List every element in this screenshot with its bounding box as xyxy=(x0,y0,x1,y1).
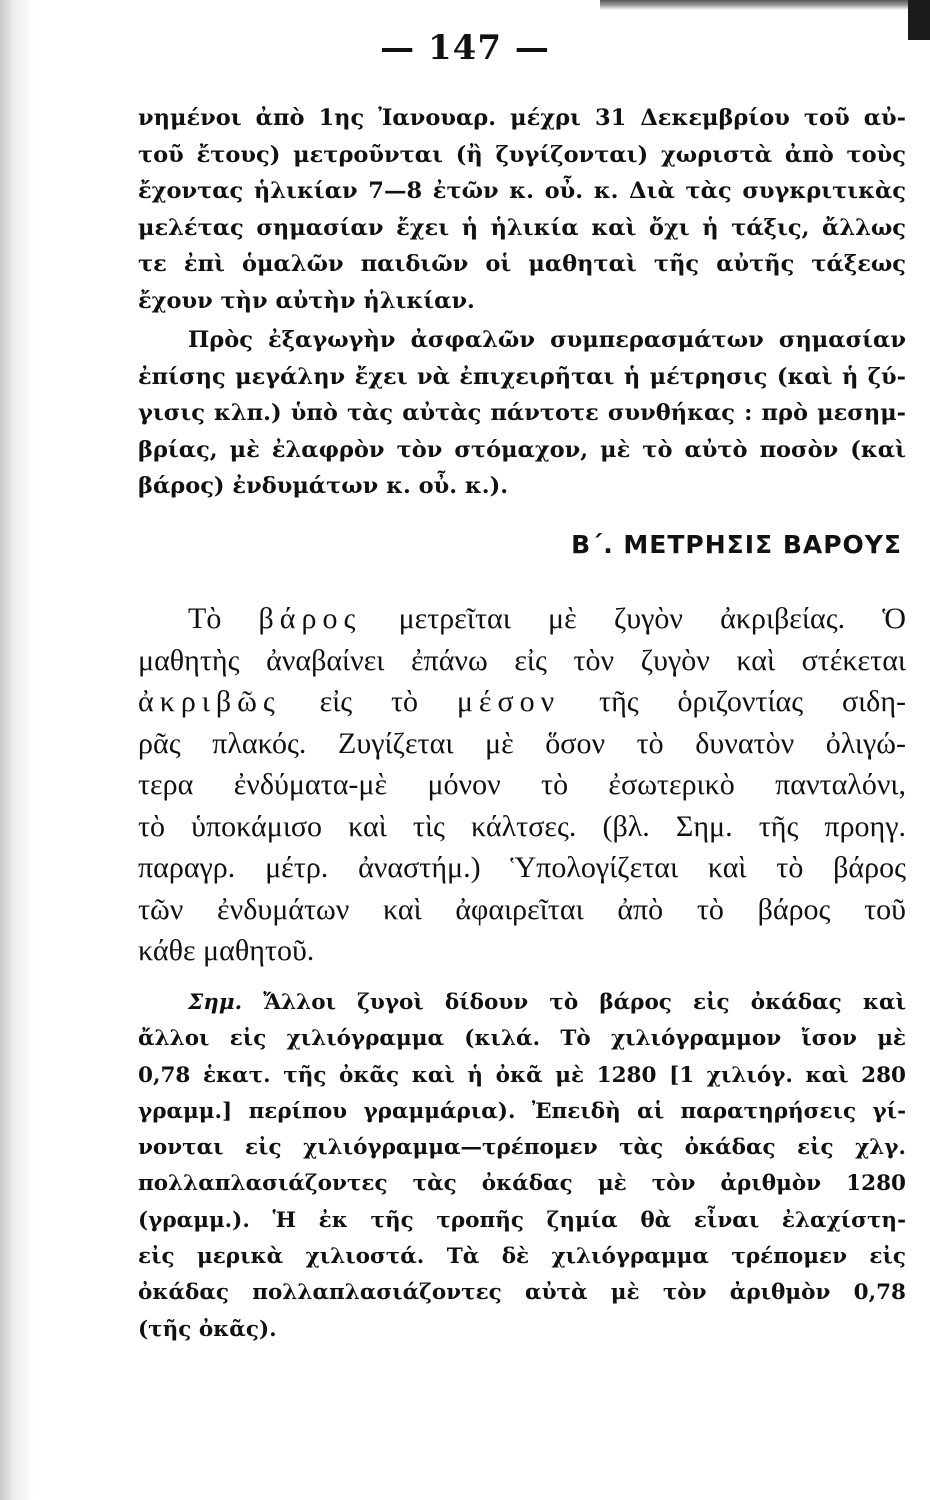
emphasized-term: βάρος xyxy=(258,602,362,635)
section-heading: Β΄. ΜΕΤΡΗΣΙΣ ΒΑΡΟΥΣ xyxy=(571,530,902,559)
text-line: ἄλλοι εἰς χιλιόγραμμα (κιλά. Τὸ χιλιόγραμμον ἴσον μὲ xyxy=(138,1026,906,1052)
text-line: βάρος) ἐνδυμάτων κ. οὖ. κ.). xyxy=(138,473,509,499)
text-line: γραμμ.] περίπου γραμμάρια). Ἐπειδὴ αἱ παρατηρήσεις γί- xyxy=(138,1098,906,1124)
text-line: ρᾶς πλακός. Ζυγίζεται μὲ ὅσον τὸ δυνατὸν ὀλιγώ- xyxy=(138,726,906,760)
text-line: κάθε μαθητοῦ. xyxy=(138,934,315,967)
text-line: τῶν ἐνδυμάτων καὶ ἀφαιρεῖται ἀπὸ τὸ βάρος τοῦ xyxy=(138,892,906,926)
text-line: τοῦ ἔτους) μετροῦνται (ἢ ζυγίζονται) χωριστὰ ἀπὸ τοὺς xyxy=(138,141,906,168)
text-line: τε ἐπὶ ὁμαλῶν παιδιῶν οἱ μαθηταὶ τῆς αὐτῆς τάξεως xyxy=(138,251,906,277)
emphasized-term: μέσον xyxy=(456,685,561,718)
text-fragment: εἰς τὸ xyxy=(280,685,457,718)
text-line: παραγρ. μέτρ. ἀναστήμ.) Ὑπολογίζεται καὶ τὸ βάρος xyxy=(138,851,906,884)
text-line: (γραμμ.). Ἡ ἐκ τῆς τροπῆς ζημία θὰ εἶναι ἐλαχίστη- xyxy=(138,1207,906,1233)
text-fragment: τῆς ὁριζοντίας σιδη- xyxy=(560,685,907,718)
text-line xyxy=(138,598,906,640)
text-line: ἔχοντας ἡλικίαν 7—8 ἐτῶν κ. οὖ. κ. Διὰ τὰς συγκριτικὰς xyxy=(138,178,906,204)
text-line: 0,78 ἑκατ. τῆς ὀκᾶς καὶ ἡ ὀκᾶ μὲ 1280 [1 χιλιόγ. καὶ 280 xyxy=(138,1062,906,1088)
text-line: ἐπίσης μεγάλην ἔχει νὰ ἐπιχειρῆται ἡ μέτρησις (καὶ ἡ ζύ- xyxy=(138,363,906,390)
text-line xyxy=(138,985,906,1021)
text-line: μαθητὴς ἀναβαίνει ἐπάνω εἰς τὸν ζυγὸν καὶ στέκεται xyxy=(138,643,906,677)
text-line: Πρὸς ἐξαγωγὴν ἀσφαλῶν συμπερασμάτων σημασίαν xyxy=(188,327,906,353)
text-fragment: Ἄλλοι ζυγοὶ δίδουν τὸ βάρος εἰς ὀκάδας καὶ xyxy=(242,990,906,1015)
text-line: (τῆς ὀκᾶς). xyxy=(138,1316,277,1342)
scan-shadow-top xyxy=(600,0,930,10)
note-label: Σημ. xyxy=(188,990,243,1015)
text-line: τερα ἐνδύματα-μὲ μόνον τὸ ἐσωτερικὸ πανταλόνι, xyxy=(138,768,906,801)
text-line: βρίας, μὲ ἐλαφρὸν τὸν στόμαχον, μὲ τὸ αὐτὸ ποσὸν (καὶ xyxy=(138,436,906,463)
text-line: πολλαπλασιάζοντες τὰς ὀκάδας μὲ τὸν ἀριθμὸν 1280 xyxy=(138,1171,906,1197)
text-line xyxy=(138,681,906,723)
text-line: ὀκάδας πολλαπλασιάζοντες αὐτὰ μὲ τὸν ἀριθμὸν 0,78 xyxy=(138,1280,906,1306)
text-fragment: Τὸ xyxy=(188,602,259,635)
text-line: νονται εἰς χιλιόγραμμα—τρέπομεν τὰς ὀκάδας εἰς χλγ. xyxy=(138,1135,906,1161)
text-line: εἰς μερικὰ χιλιοστά. Τὰ δὲ χιλιόγραμμα τρέπομεν εἰς xyxy=(138,1244,906,1270)
paragraph-note xyxy=(138,985,906,1348)
emphasized-term: ἀκριβῶς xyxy=(138,685,281,718)
text-line: ἔχουν τὴν αὐτὴν ἡλικίαν. xyxy=(138,287,475,314)
paragraph-weight-measurement xyxy=(138,598,906,972)
scan-shadow-left xyxy=(0,0,34,1500)
text-line: νημένοι ἀπὸ 1ης Ἰανουαρ. μέχρι 31 Δεκεμβρίου τοῦ αὐ- xyxy=(138,105,906,131)
paragraph-age-measurement xyxy=(138,100,906,319)
page-number: — 147 — xyxy=(380,28,550,68)
text-line: μελέτας σημασίαν ἔχει ἡ ἡλικία καὶ ὄχι ἡ τάξις, ἄλλως xyxy=(138,214,906,241)
paragraph-conditions xyxy=(138,322,906,505)
text-fragment: μετρεῖται μὲ ζυγὸν ἀκριβείας. Ὁ xyxy=(361,602,907,635)
text-line: γισις κλπ.) ὑπὸ τὰς αὐτὰς πάντοτε συνθήκας : πρὸ μεσημ- xyxy=(138,400,906,426)
text-line: τὸ ὑποκάμισο καὶ τὶς κάλτσες. (βλ. Σημ. τῆς προηγ. xyxy=(138,809,906,843)
